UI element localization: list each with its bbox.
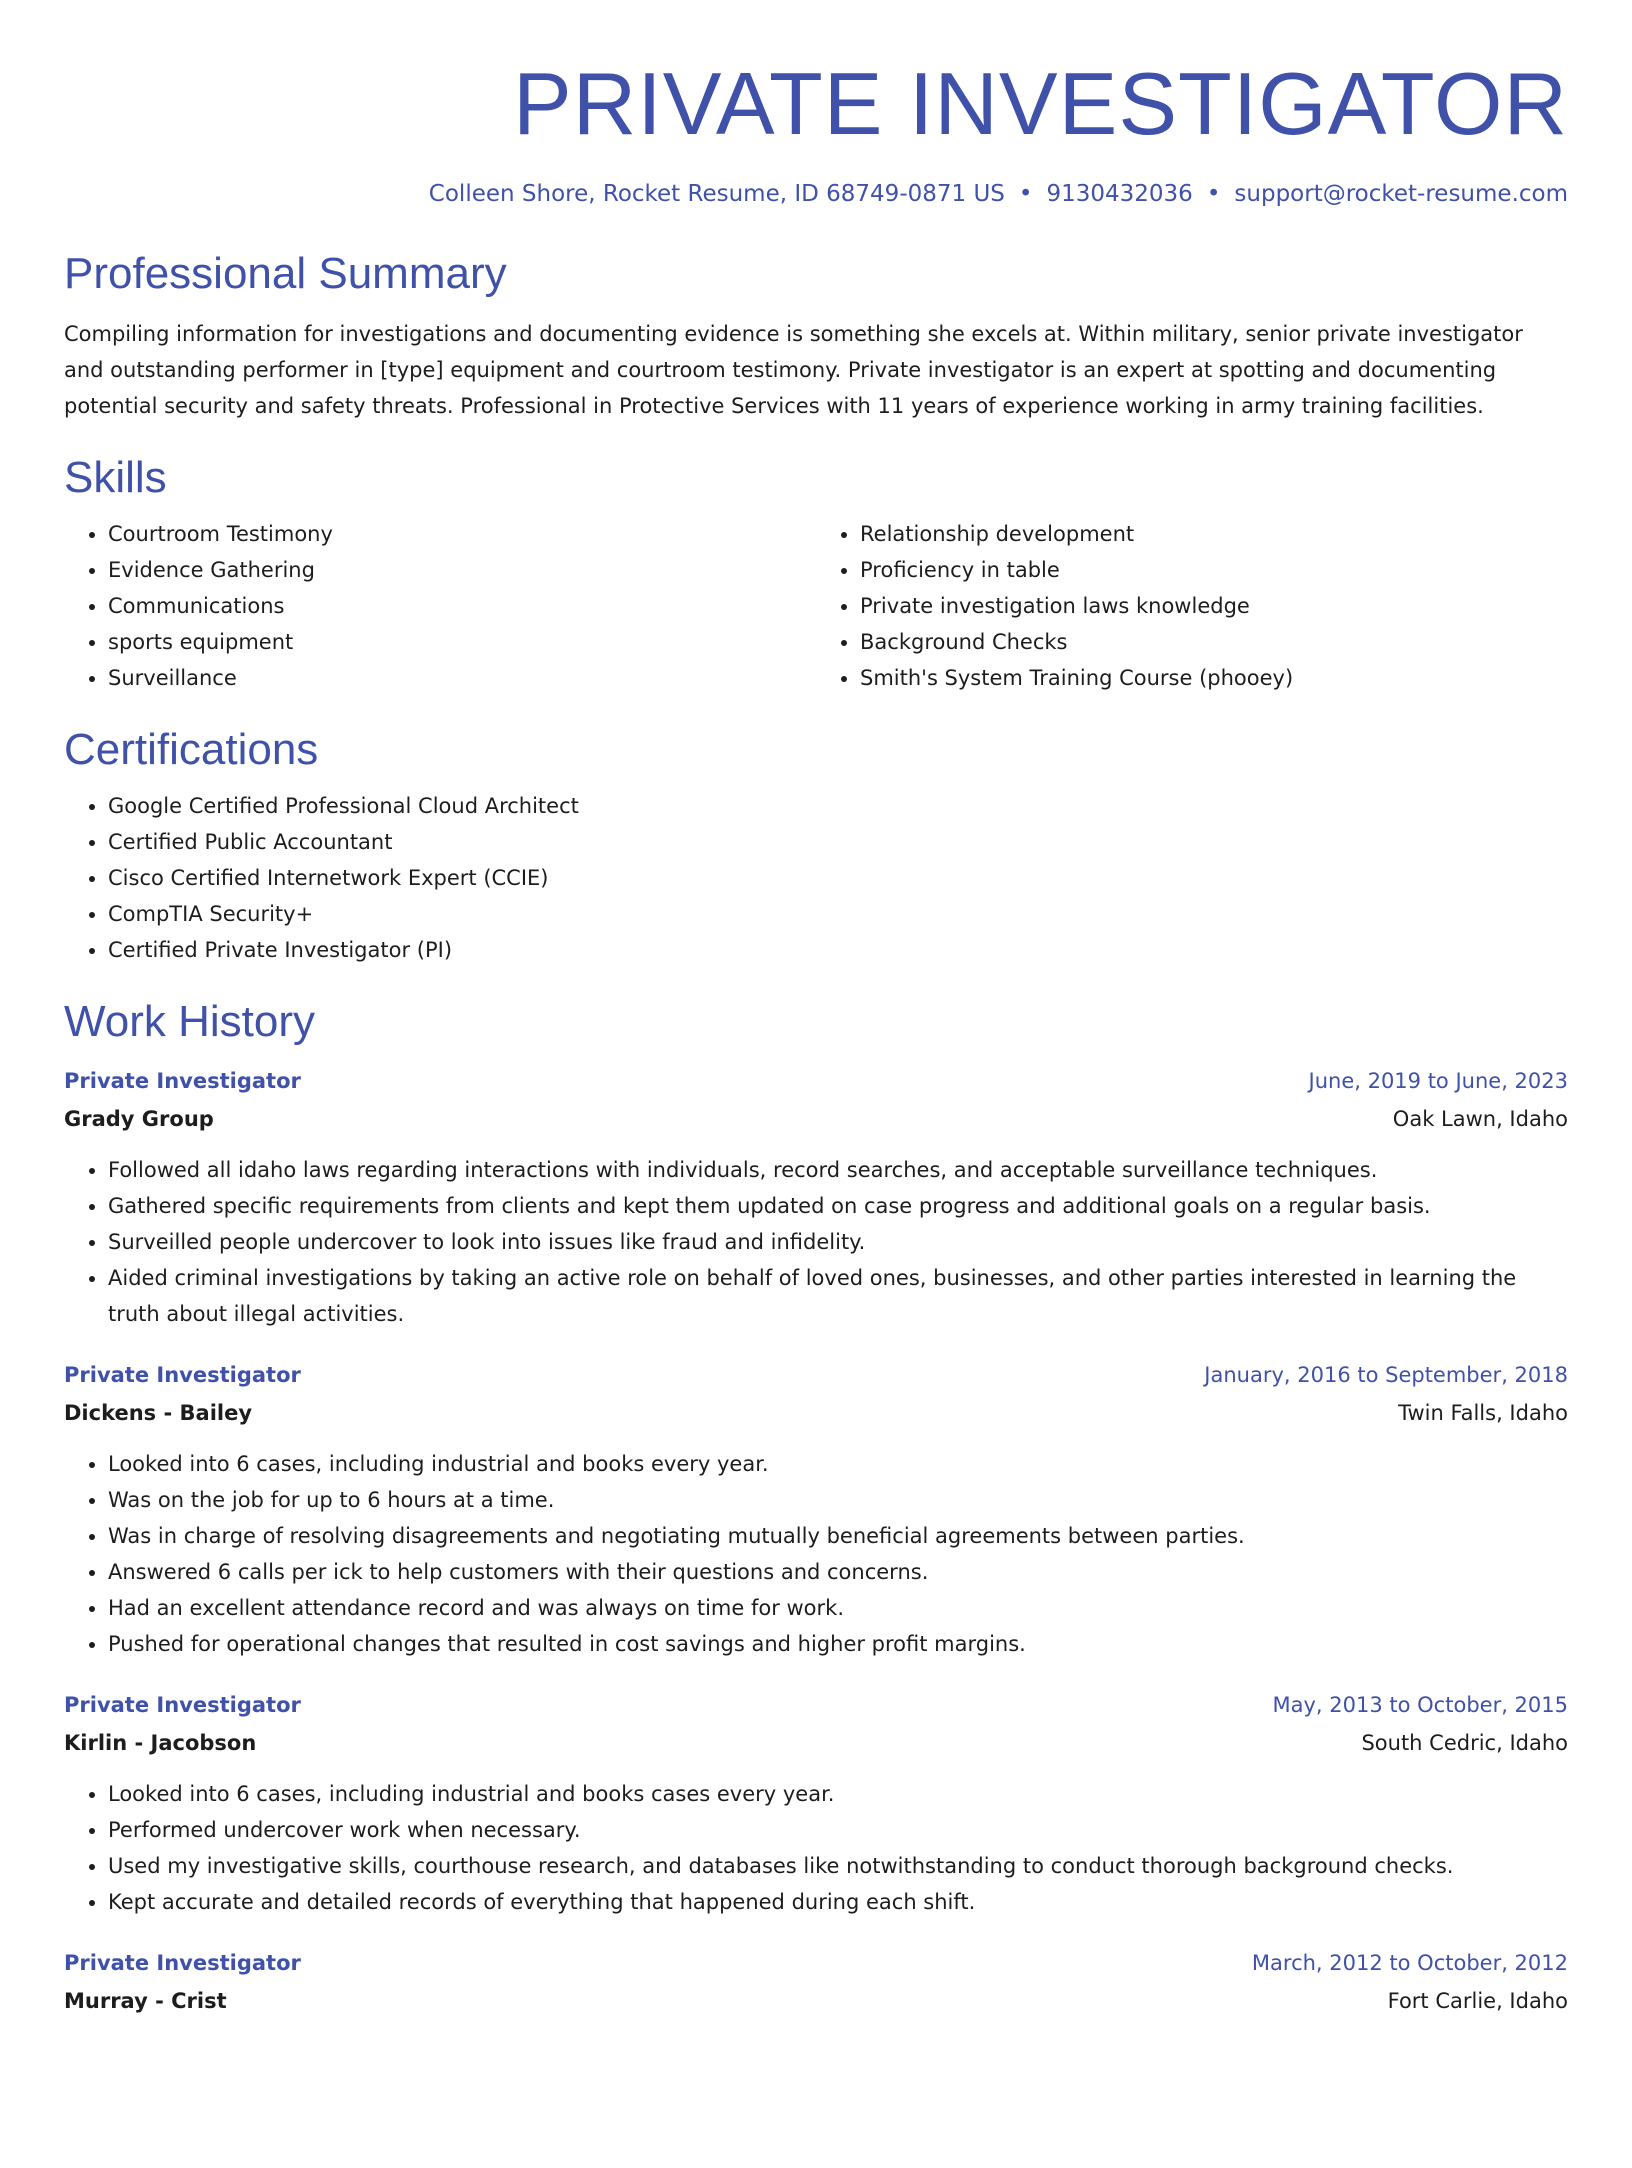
job-title: Private Investigator (64, 1363, 301, 1387)
job-dates: January, 2016 to September, 2018 (1204, 1363, 1568, 1387)
job-bullet: • Was on the job for up to 6 hours at a time. (108, 1482, 1568, 1518)
job-entry (64, 1944, 1568, 2020)
contact-address: Colleen Shore, Rocket Resume, ID 68749-0871 US (428, 181, 1005, 207)
job-bullet: • Performed undercover work when necessary. (108, 1812, 1568, 1848)
skills-columns (64, 504, 1568, 696)
job-bullet: • Was in charge of resolving disagreements and negotiating mutually beneficial agreements between parties. (108, 1518, 1568, 1554)
skill-item: • Private investigation laws knowledge (860, 588, 1568, 624)
certifications-section (64, 724, 1568, 968)
job-bullet: • Surveilled people undercover to look into issues like fraud and infidelity. (108, 1224, 1568, 1260)
skills-list-left (64, 516, 816, 696)
certification-item: • Certified Private Investigator (PI) (108, 932, 1568, 968)
job-company-row (64, 1100, 1568, 1138)
job-location: South Cedric, Idaho (1361, 1731, 1568, 1755)
job-company-row (64, 1394, 1568, 1432)
job-location: Fort Carlie, Idaho (1387, 1989, 1568, 2013)
job-bullet: • Kept accurate and detailed records of everything that happened during each shift. (108, 1884, 1568, 1920)
job-company: Dickens - Bailey (64, 1401, 253, 1425)
certifications-heading: Certifications (64, 725, 319, 774)
skill-item: • Background Checks (860, 624, 1568, 660)
resume-page (0, 56, 1632, 2168)
work-history-section (64, 996, 1568, 2020)
certification-item: • Google Certified Professional Cloud Architect (108, 788, 1568, 824)
skill-item: • Smith's System Training Course (phooey) (860, 660, 1568, 696)
certification-item: • CompTIA Security+ (108, 896, 1568, 932)
job-bullets (64, 1446, 1568, 1662)
skill-item: • Communications (108, 588, 816, 624)
job-title: Private Investigator (64, 1951, 301, 1975)
job-company: Murray - Crist (64, 1989, 227, 2013)
skills-heading: Skills (64, 453, 167, 502)
job-bullet: • Answered 6 calls per ick to help customers with their questions and concerns. (108, 1554, 1568, 1590)
contact-phone: 9130432036 (1046, 181, 1193, 207)
job-header-row (64, 1944, 1568, 1982)
contact-separator: • (1206, 181, 1221, 207)
job-title: Private Investigator (64, 1069, 301, 1093)
certifications-list (64, 788, 1568, 968)
job-bullet: • Pushed for operational changes that resulted in cost savings and higher profit margins. (108, 1626, 1568, 1662)
job-company-row (64, 1724, 1568, 1762)
contact-line (64, 178, 1568, 210)
certification-item: • Cisco Certified Internetwork Expert (CCIE) (108, 860, 1568, 896)
summary-heading: Professional Summary (64, 249, 507, 298)
work-history-heading: Work History (64, 997, 315, 1046)
skills-section (64, 452, 1568, 696)
contact-email[interactable]: support@rocket-resume.com (1234, 181, 1568, 207)
job-entry (64, 1356, 1568, 1662)
job-company: Kirlin - Jacobson (64, 1731, 257, 1755)
resume-name: PRIVATE INVESTIGATOR (513, 54, 1568, 153)
job-dates: May, 2013 to October, 2015 (1272, 1693, 1568, 1717)
job-bullet: • Gathered specific requirements from clients and kept them updated on case progress and additional goals on a regular basis. (108, 1188, 1568, 1224)
skill-item: • Surveillance (108, 660, 816, 696)
job-header-row (64, 1356, 1568, 1394)
job-header-row (64, 1062, 1568, 1100)
skill-item: • Proficiency in table (860, 552, 1568, 588)
contact-separator: • (1018, 181, 1033, 207)
job-dates: June, 2019 to June, 2023 (1308, 1069, 1568, 1093)
skill-item: • Courtroom Testimony (108, 516, 816, 552)
skills-list-right (816, 516, 1568, 696)
job-bullet: • Looked into 6 cases, including industrial and books every year. (108, 1446, 1568, 1482)
skill-item: • sports equipment (108, 624, 816, 660)
job-bullet: • Aided criminal investigations by taking an active role on behalf of loved ones, businesses, and other parties interested in learning the truth about illegal activities. (108, 1260, 1568, 1332)
job-company: Grady Group (64, 1107, 214, 1131)
job-header-row (64, 1686, 1568, 1724)
job-location: Twin Falls, Idaho (1398, 1401, 1568, 1425)
summary-section (64, 248, 1568, 424)
job-bullet: • Looked into 6 cases, including industrial and books cases every year. (108, 1776, 1568, 1812)
job-company-row (64, 1982, 1568, 2020)
job-title: Private Investigator (64, 1693, 301, 1717)
job-entry (64, 1686, 1568, 1920)
job-bullets (64, 1152, 1568, 1332)
summary-text: Compiling information for investigations and documenting evidence is something she excels at. Within military, senior private investigator and outstanding performer in [type] equipment and courtroom testimony. Private investigator is an expert at spotting and documenting potential security and safety threats. Professional in Protective Services with 11 years of experience working in army training facilities. (64, 322, 1523, 418)
job-bullet: • Used my investigative skills, courthouse research, and databases like notwithstanding to conduct thorough background checks. (108, 1848, 1568, 1884)
job-entry (64, 1062, 1568, 1332)
skill-item: • Evidence Gathering (108, 552, 816, 588)
job-bullets (64, 1776, 1568, 1920)
job-location: Oak Lawn, Idaho (1392, 1107, 1568, 1131)
job-bullet: • Had an excellent attendance record and was always on time for work. (108, 1590, 1568, 1626)
job-bullet: • Followed all idaho laws regarding interactions with individuals, record searches, and acceptable surveillance techniques. (108, 1152, 1568, 1188)
certification-item: • Certified Public Accountant (108, 824, 1568, 860)
skill-item: • Relationship development (860, 516, 1568, 552)
job-dates: March, 2012 to October, 2012 (1251, 1951, 1568, 1975)
